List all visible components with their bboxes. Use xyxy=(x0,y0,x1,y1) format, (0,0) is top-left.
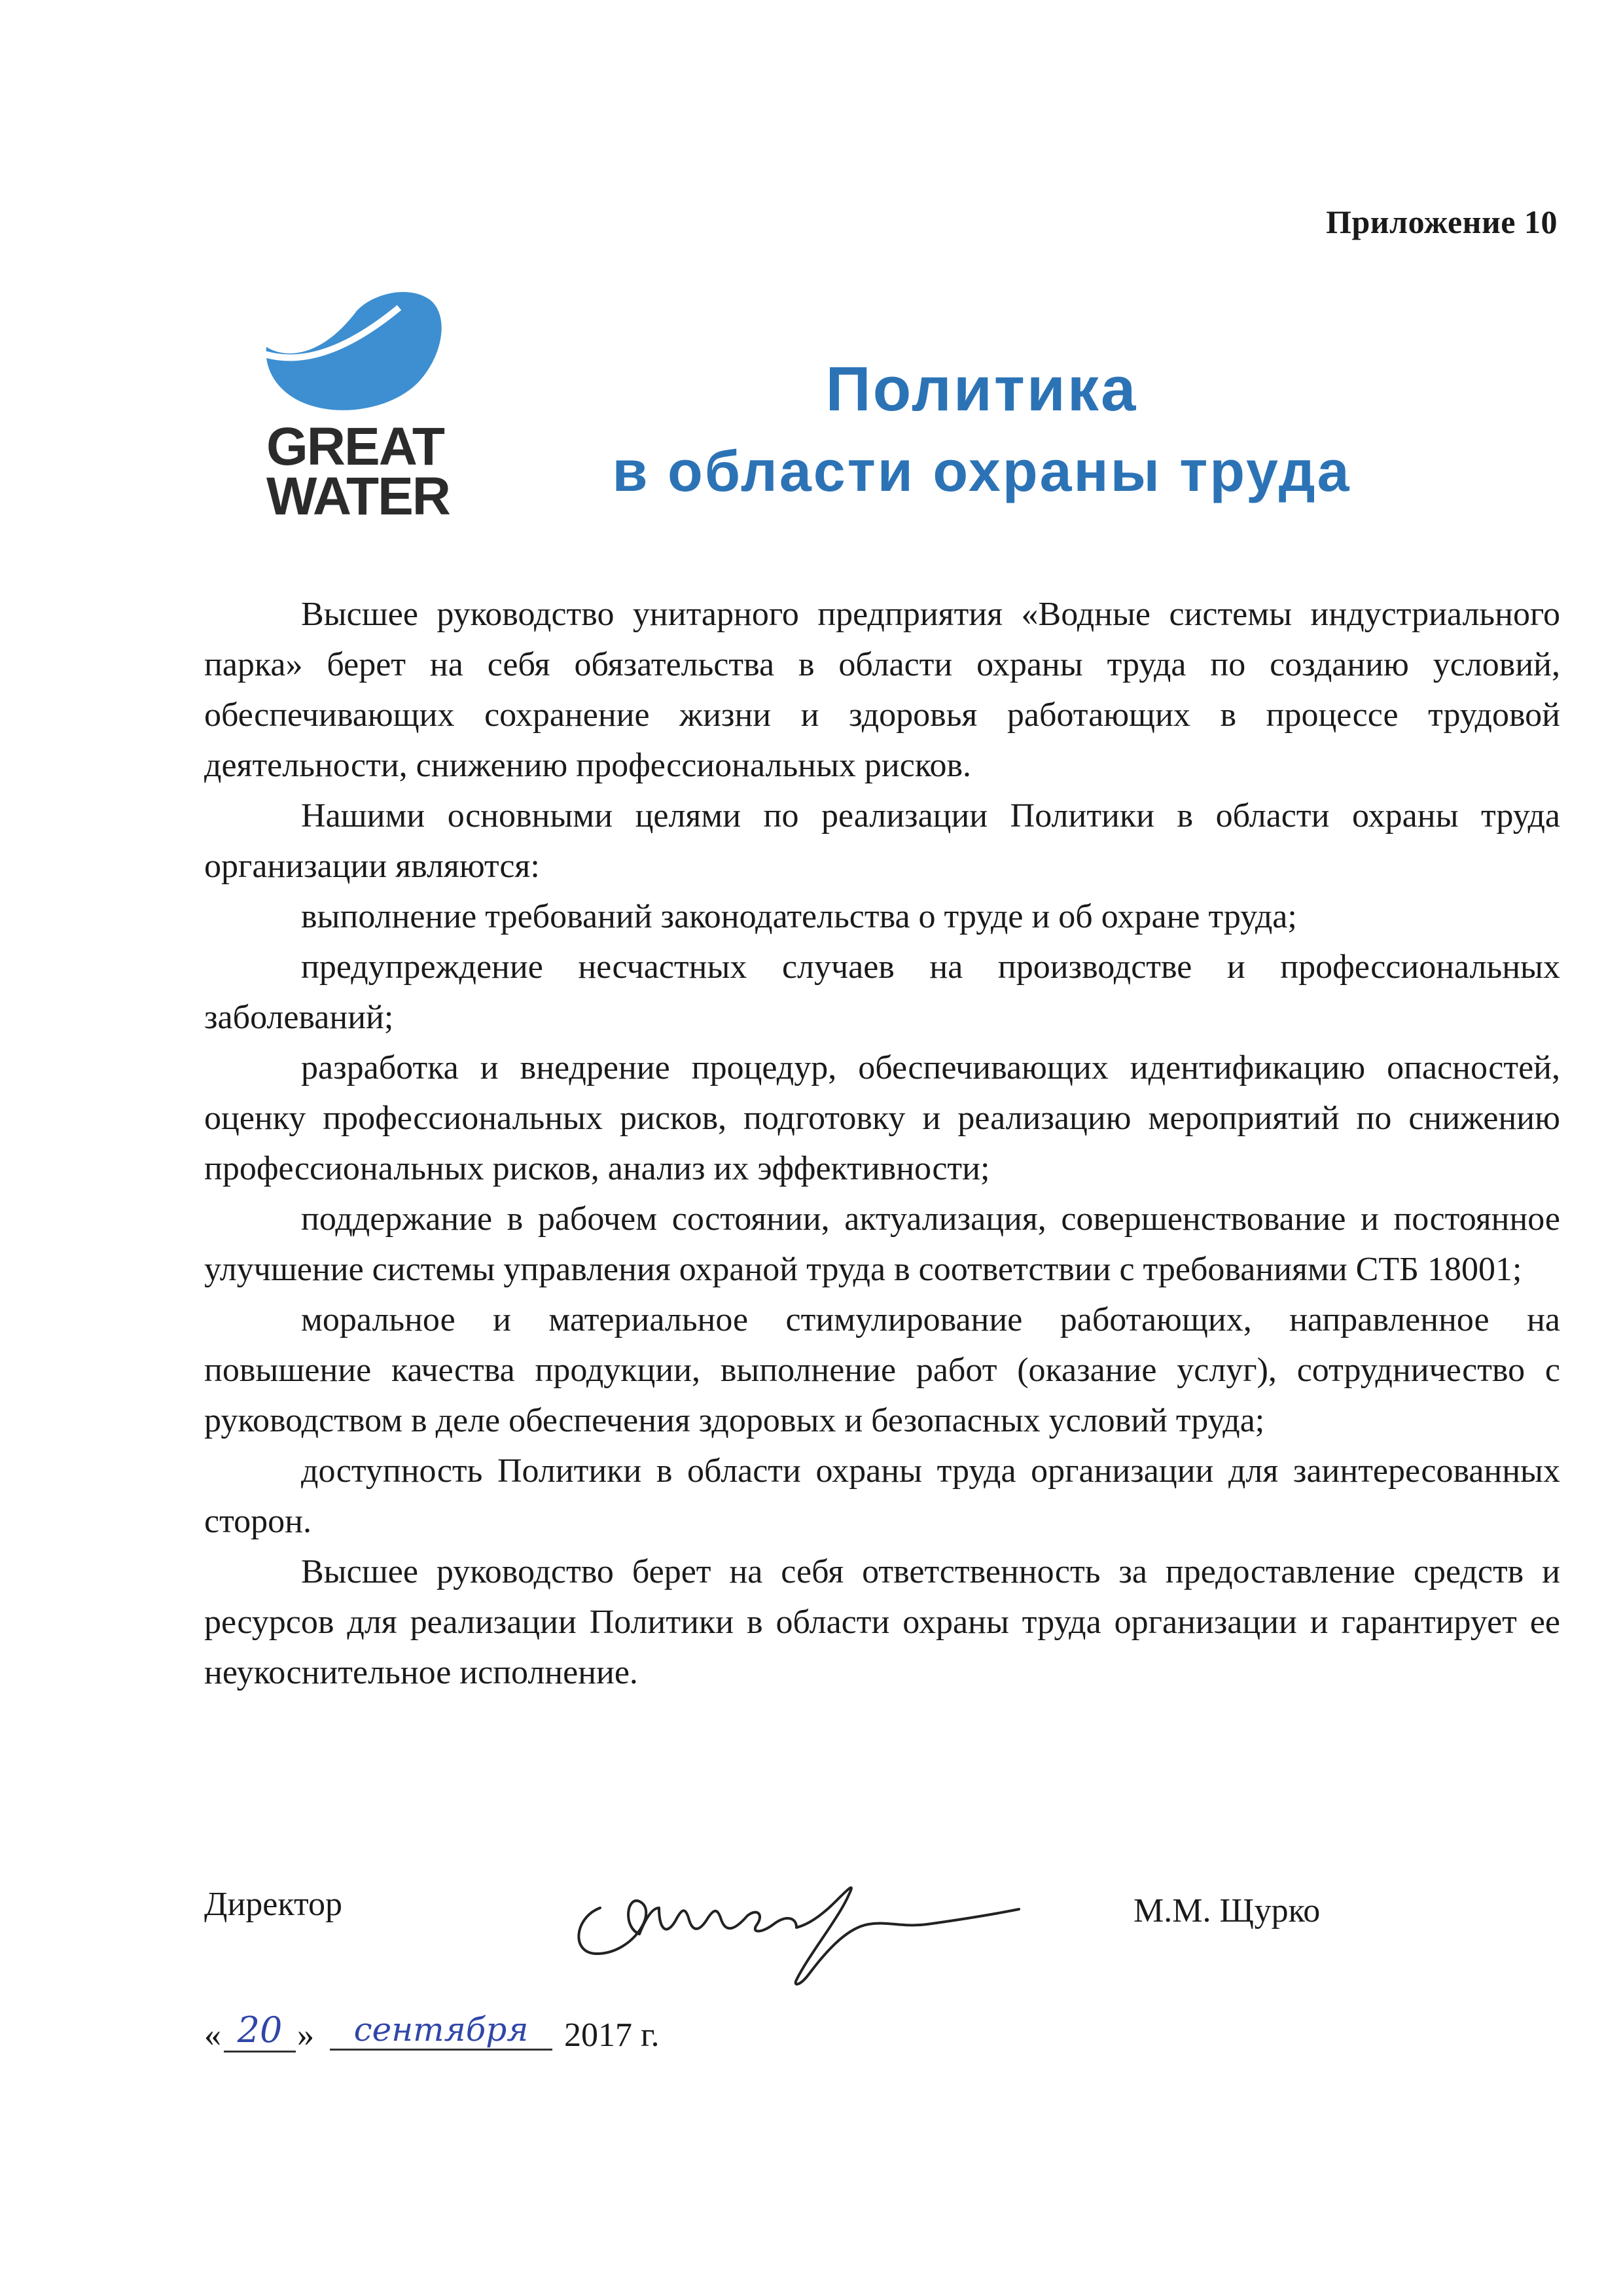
logo-line-water: WATER xyxy=(266,467,450,526)
date-open-quote: « xyxy=(204,2017,221,2054)
signature-block xyxy=(204,1859,1560,1990)
date-line xyxy=(204,2003,859,2068)
handwritten-signature xyxy=(561,1856,1032,2000)
date-year: 2017 г. xyxy=(564,2017,660,2054)
goal-item-management-system: поддержание в рабочем состоянии, актуализация, совершенствование и постоянное улучшение системы управления охраной труда в соответствии с требованиями СТБ 18001; xyxy=(204,1200,1560,1288)
signatory-position: Директор xyxy=(204,1886,342,1923)
great-water-logo xyxy=(259,281,455,537)
appendix-label: Приложение 10 xyxy=(1326,204,1558,240)
logo-wordmark xyxy=(266,417,450,526)
paragraph-responsibility: Высшее руководство берет на себя ответственность за предоставление средств и ресурсов для реализации Политики в области охраны труда организации и гарантирует ее неукоснительное исполнение. xyxy=(204,1553,1560,1691)
goal-item-stimulation: моральное и материальное стимулирование работающих, направленное на повышение качества продукции, выполнение работ (оказание услуг), сотрудничество с руководством в деле обеспечения здоровых и безопасных условий труда; xyxy=(204,1301,1560,1439)
document-title xyxy=(471,347,1492,511)
goal-item-accessibility: доступность Политики в области охраны труда организации для заинтересованных сторон. xyxy=(204,1452,1560,1540)
policy-body xyxy=(204,589,1560,1698)
signatory-name: М.М. Щурко xyxy=(1133,1892,1321,1929)
goal-item-prevention: предупреждение несчастных случаев на производстве и профессиональных заболеваний; xyxy=(204,948,1560,1036)
paragraph-intro: Высшее руководство унитарного предприятия «Водные системы индустриального парка» берет на себя обязательства в области охраны труда по созданию условий, обеспечивающих сохранение жизни и здоровья работающих в процессе трудовой деятельности, снижению профессиональных рисков. xyxy=(204,596,1560,784)
water-drop-icon xyxy=(259,281,448,419)
date-close-quote: » xyxy=(297,2017,314,2054)
goal-item-legislation: выполнение требований законодательства о труде и об охране труда; xyxy=(301,898,1297,935)
title-line-2: в области охраны труда xyxy=(612,439,1351,503)
date-day: 20 xyxy=(224,2009,296,2053)
goal-item-procedures: разработка и внедрение процедур, обеспечивающих идентификацию опасностей, оценку профессиональных рисков, подготовку и реализацию мероприятий по снижению профессиональных рисков, анализ их эффективности; xyxy=(204,1049,1560,1187)
paragraph-goals: Нашими основными целями по реализации Политики в области охраны труда организации являются: xyxy=(204,797,1560,885)
logo-line-great: GREAT xyxy=(266,417,444,476)
title-line-1: Политика xyxy=(825,354,1138,424)
date-month: сентября xyxy=(330,2011,552,2051)
